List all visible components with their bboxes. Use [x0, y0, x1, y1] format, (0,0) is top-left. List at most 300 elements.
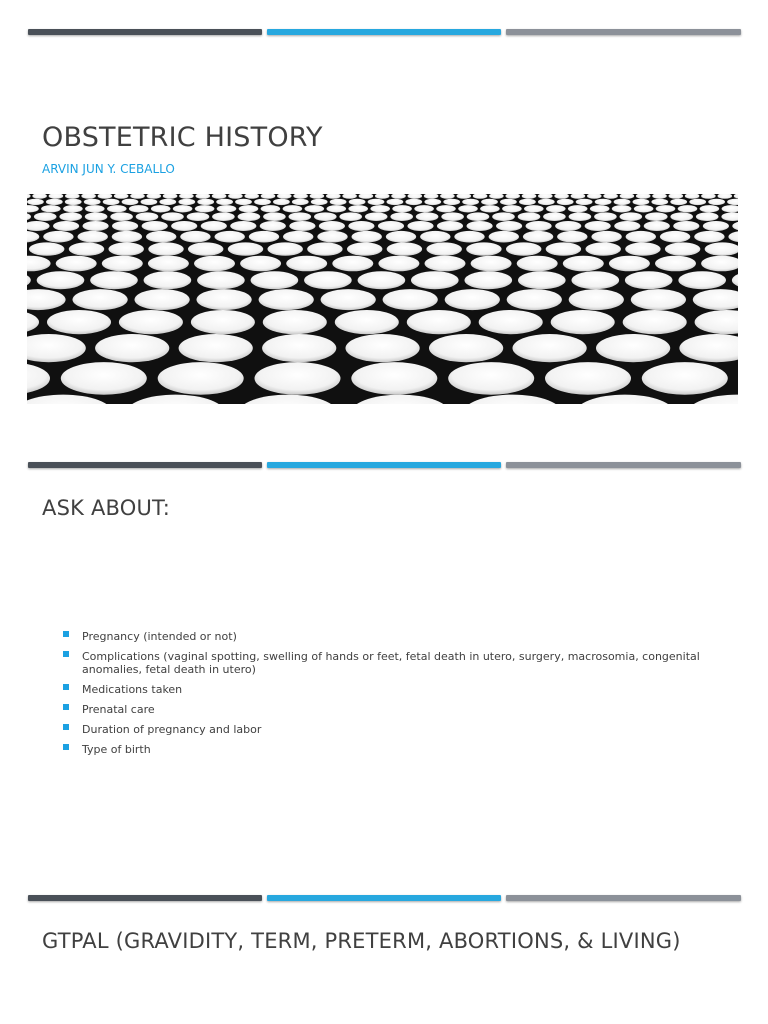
disc-shape — [228, 242, 263, 255]
disc-shape — [53, 221, 79, 231]
disc-shape — [27, 221, 50, 231]
disc-shape — [268, 242, 303, 255]
disc-shape — [652, 194, 667, 199]
disc-shape — [424, 199, 441, 205]
disc-shape — [644, 221, 670, 231]
disc-shape — [633, 199, 650, 205]
disc-shape — [46, 199, 63, 205]
list-item — [62, 743, 722, 756]
disc-shape — [352, 231, 382, 243]
disc-shape — [694, 231, 724, 243]
disc-shape — [466, 242, 501, 255]
disc-shape — [555, 221, 581, 231]
disc-shape — [387, 199, 404, 205]
disc-shape — [642, 362, 728, 395]
disc-shape — [239, 205, 259, 212]
disc-shape — [212, 194, 227, 199]
disc-shape — [620, 194, 635, 199]
disc-shape — [557, 231, 587, 243]
disc-shape — [467, 221, 493, 231]
disc-shape — [569, 212, 592, 221]
disc-shape — [188, 242, 223, 255]
disc-shape — [420, 231, 450, 243]
disc-shape — [335, 310, 399, 334]
disc-shape — [655, 256, 696, 272]
disc-shape — [378, 256, 419, 272]
disc-shape — [314, 212, 337, 221]
disc-shape — [217, 205, 237, 212]
accent-bar-blue — [267, 462, 501, 468]
accent-bars-3 — [28, 895, 741, 902]
disc-shape — [263, 212, 286, 221]
disc-shape — [321, 289, 376, 310]
disc-shape — [721, 212, 738, 221]
disc-shape — [614, 221, 640, 231]
disc-shape — [85, 212, 108, 221]
disc-shape — [359, 194, 374, 199]
disc-shape — [445, 289, 500, 310]
disc-shape — [179, 194, 194, 199]
disc-shape — [277, 194, 292, 199]
disc-shape — [109, 242, 144, 255]
disc-shape — [625, 271, 673, 289]
disc-shape — [73, 289, 128, 310]
disc-shape — [669, 194, 684, 199]
disc-shape — [212, 212, 235, 221]
disc-shape — [112, 221, 138, 231]
disc-shape — [391, 194, 406, 199]
disc-shape — [240, 256, 281, 272]
accent-bar-gray — [506, 462, 741, 468]
disc-shape — [563, 256, 604, 272]
disc-shape — [660, 231, 690, 243]
disc-shape — [678, 205, 698, 212]
disc-shape — [273, 199, 290, 205]
disc-shape — [332, 256, 373, 272]
disc-shape — [636, 194, 651, 199]
disc-shape — [263, 310, 327, 334]
disc-shape — [554, 194, 569, 199]
disc-shape — [407, 310, 471, 334]
disc-shape — [339, 212, 362, 221]
disc-shape — [63, 205, 83, 212]
disc-shape — [107, 205, 127, 212]
disc-shape — [158, 362, 244, 395]
disc-shape — [572, 271, 620, 289]
disc-shape — [670, 212, 693, 221]
disc-shape — [81, 194, 96, 199]
disc-shape — [390, 212, 413, 221]
disc-shape — [27, 205, 39, 212]
disc-shape — [102, 256, 143, 272]
disc-shape — [289, 221, 315, 231]
disc-shape — [142, 221, 168, 231]
list-item-text: Type of birth — [82, 743, 151, 756]
list-item — [62, 630, 722, 643]
disc-shape — [545, 362, 631, 395]
disc-shape — [375, 194, 390, 199]
disc-shape — [110, 212, 133, 221]
disc-shape — [392, 205, 412, 212]
disc-shape — [244, 194, 259, 199]
disc-shape — [112, 231, 142, 243]
disc-shape — [286, 256, 327, 272]
disc-shape — [387, 242, 422, 255]
disc-shape — [463, 395, 563, 404]
disc-shape — [27, 362, 50, 395]
disc-shape — [585, 221, 611, 231]
accent-bar-gray — [506, 29, 741, 35]
disc-shape — [448, 362, 534, 395]
disc-shape — [27, 256, 51, 272]
disc-shape — [687, 395, 738, 404]
disc-shape — [407, 221, 433, 231]
disc-shape — [587, 194, 602, 199]
disc-shape — [194, 256, 235, 272]
slide-title-gtpal: GTPAL (GRAVIDITY, TERM, PRETERM, ABORTIONS, & LIVING) — [42, 929, 681, 953]
list-item-text: Medications taken — [82, 683, 183, 696]
disc-shape — [538, 199, 555, 205]
disc-shape — [557, 199, 574, 205]
disc-shape — [69, 242, 104, 255]
disc-shape — [27, 289, 66, 310]
disc-shape — [283, 205, 303, 212]
disc-shape — [517, 256, 558, 272]
disc-shape — [358, 271, 406, 289]
disc-shape — [148, 256, 189, 272]
disc-shape — [591, 231, 621, 243]
disc-shape — [732, 221, 738, 231]
disc-shape — [440, 194, 455, 199]
disc-shape — [238, 395, 338, 404]
disc-shape — [458, 205, 478, 212]
disc-shape — [83, 221, 109, 231]
disc-shape — [696, 212, 719, 221]
bullet-square-icon — [63, 704, 69, 710]
disc-shape — [365, 212, 388, 221]
disc-shape — [526, 221, 552, 231]
disc-shape — [368, 199, 385, 205]
disc-shape — [283, 231, 313, 243]
disc-shape — [201, 221, 227, 231]
disc-shape — [473, 194, 488, 199]
disc-shape — [119, 310, 183, 334]
disc-shape — [32, 194, 47, 199]
disc-shape — [489, 231, 519, 243]
disc-shape — [414, 205, 434, 212]
disc-shape — [215, 231, 245, 243]
disc-shape — [679, 334, 738, 362]
disc-shape — [586, 242, 621, 255]
disc-shape — [603, 194, 618, 199]
disc-shape — [311, 199, 328, 205]
disc-shape — [496, 221, 522, 231]
disc-shape — [467, 212, 490, 221]
disc-shape — [43, 231, 73, 243]
disc-shape — [612, 205, 632, 212]
disc-shape — [151, 205, 171, 212]
disc-shape — [305, 205, 325, 212]
disc-shape — [489, 194, 504, 199]
disc-shape — [685, 194, 700, 199]
disc-shape — [95, 334, 169, 362]
disc-shape — [568, 205, 588, 212]
disc-shape — [708, 199, 725, 205]
disc-shape — [734, 194, 738, 199]
disc-shape — [705, 242, 738, 255]
disc-shape — [180, 231, 210, 243]
disc-shape — [197, 271, 245, 289]
disc-shape — [159, 199, 176, 205]
disc-shape — [262, 334, 336, 362]
disc-shape — [454, 231, 484, 243]
list-item-text: Prenatal care — [82, 703, 155, 716]
list-item-text: Pregnancy (intended or not) — [82, 630, 237, 643]
disc-shape — [27, 231, 39, 243]
accent-bars-2 — [28, 462, 741, 469]
disc-shape — [701, 256, 738, 272]
disc-shape — [718, 194, 733, 199]
disc-shape — [518, 212, 541, 221]
disc-shape — [98, 194, 113, 199]
disc-shape — [289, 212, 312, 221]
disc-shape — [623, 310, 687, 334]
disc-shape — [195, 205, 215, 212]
disc-shape — [665, 242, 700, 255]
disc-shape — [304, 271, 352, 289]
disc-shape — [161, 212, 184, 221]
disc-shape — [327, 205, 347, 212]
disc-shape — [342, 194, 357, 199]
disc-shape — [27, 199, 44, 205]
disc-shape — [27, 271, 31, 289]
disc-shape — [457, 194, 472, 199]
disc-shape — [480, 205, 500, 212]
disc-shape — [37, 271, 85, 289]
accent-bar-gray — [506, 895, 741, 901]
disc-shape — [424, 194, 439, 199]
hero-image-white-discs — [27, 194, 738, 404]
disc-shape — [27, 395, 113, 404]
disc-shape — [437, 221, 463, 231]
disc-shape — [425, 256, 466, 272]
disc-shape — [732, 271, 738, 289]
disc-shape — [479, 310, 543, 334]
disc-shape — [507, 289, 562, 310]
disc-shape — [673, 221, 699, 231]
disc-shape — [187, 212, 210, 221]
list-item — [62, 703, 722, 716]
disc-shape — [443, 199, 460, 205]
disc-shape — [502, 205, 522, 212]
disc-shape — [408, 194, 423, 199]
disc-shape — [27, 194, 31, 199]
disc-shape — [84, 199, 101, 205]
disc-shape — [524, 205, 544, 212]
disc-shape — [255, 362, 341, 395]
disc-shape — [191, 310, 255, 334]
disc-shape — [346, 334, 420, 362]
disc-shape — [41, 205, 61, 212]
disc-shape — [178, 199, 195, 205]
accent-bar-blue — [267, 29, 501, 35]
disc-shape — [348, 205, 368, 212]
disc-shape — [27, 334, 86, 362]
bullet-square-icon — [63, 684, 69, 690]
disc-shape — [471, 256, 512, 272]
accent-bar-blue — [267, 895, 501, 901]
disc-shape — [179, 334, 253, 362]
slide-title-obstetric-history: OBSTETRIC HISTORY — [42, 122, 323, 153]
disc-shape — [722, 205, 738, 212]
disc-shape — [103, 199, 120, 205]
disc-shape — [228, 194, 243, 199]
list-item-text: Duration of pregnancy and labor — [82, 723, 262, 736]
disc-shape — [85, 205, 105, 212]
disc-shape — [634, 205, 654, 212]
disc-shape — [90, 271, 138, 289]
bullet-square-icon — [63, 744, 69, 750]
disc-shape — [551, 310, 615, 334]
disc-shape — [416, 212, 439, 221]
disc-shape — [645, 212, 668, 221]
disc-shape — [505, 194, 520, 199]
disc-shape — [522, 194, 537, 199]
disc-shape — [34, 212, 57, 221]
disc-shape — [216, 199, 233, 205]
disc-shape — [506, 242, 541, 255]
disc-shape — [625, 242, 660, 255]
accent-bar-dark — [28, 895, 262, 901]
disc-shape — [523, 231, 553, 243]
disc-shape — [141, 199, 158, 205]
disc-shape — [230, 221, 256, 231]
accent-bar-dark — [28, 29, 262, 35]
disc-shape — [405, 199, 422, 205]
disc-shape — [251, 271, 299, 289]
disc-shape — [576, 199, 593, 205]
disc-shape — [651, 199, 668, 205]
disc-shape — [78, 231, 108, 243]
disc-shape — [171, 221, 197, 231]
disc-shape — [546, 205, 566, 212]
disc-shape — [173, 205, 193, 212]
disc-shape — [130, 194, 145, 199]
accent-bars-1 — [28, 29, 741, 36]
disc-shape — [462, 199, 479, 205]
disc-shape — [59, 212, 82, 221]
disc-shape — [261, 194, 276, 199]
disc-shape — [147, 194, 162, 199]
disc-shape — [370, 205, 390, 212]
accent-bar-dark — [28, 462, 262, 468]
disc-shape — [148, 242, 183, 255]
disc-shape — [609, 256, 650, 272]
disc-shape — [546, 242, 581, 255]
disc-shape — [260, 221, 286, 231]
disc-shape — [378, 221, 404, 231]
disc-shape — [350, 395, 450, 404]
presenter-name: ARVIN JUN Y. CEBALLO — [42, 162, 175, 176]
disc-shape — [656, 205, 676, 212]
bullet-square-icon — [63, 631, 69, 637]
disc-shape — [538, 194, 553, 199]
disc-shape — [596, 334, 670, 362]
disc-shape — [703, 221, 729, 231]
list-item — [62, 683, 722, 696]
disc-shape — [689, 199, 706, 205]
bullet-square-icon — [63, 724, 69, 730]
disc-shape — [626, 231, 656, 243]
disc-shape — [122, 199, 139, 205]
disc-shape — [319, 221, 345, 231]
disc-shape — [136, 212, 159, 221]
disc-shape — [197, 289, 252, 310]
disc-shape — [518, 271, 566, 289]
list-item — [62, 650, 722, 676]
disc-shape — [695, 310, 738, 334]
disc-shape — [436, 205, 456, 212]
disc-shape — [238, 212, 261, 221]
disc-shape — [254, 199, 271, 205]
disc-shape — [65, 199, 82, 205]
disc-shape — [700, 205, 720, 212]
disc-shape — [293, 194, 308, 199]
disc-shape — [481, 199, 498, 205]
disc-shape — [197, 199, 214, 205]
disc-shape — [620, 212, 643, 221]
disc-shape — [427, 242, 462, 255]
disc-shape — [330, 199, 347, 205]
disc-shape — [135, 289, 190, 310]
disc-shape — [500, 199, 517, 205]
disc-shape — [631, 289, 686, 310]
disc-shape — [614, 199, 631, 205]
disc-shape — [701, 194, 716, 199]
disc-shape — [259, 289, 314, 310]
disc-shape — [29, 242, 64, 255]
disc-shape — [235, 199, 252, 205]
disc-shape — [163, 194, 178, 199]
disc-shape — [383, 289, 438, 310]
disc-shape — [465, 271, 513, 289]
disc-shape — [146, 231, 176, 243]
disc-shape — [144, 271, 192, 289]
slide-title-ask-about: ASK ABOUT: — [42, 496, 171, 520]
disc-shape — [249, 231, 279, 243]
list-item — [62, 723, 722, 736]
disc-shape — [349, 199, 366, 205]
disc-shape — [543, 212, 566, 221]
disc-shape — [61, 362, 147, 395]
disc-shape — [727, 199, 738, 205]
disc-shape — [693, 289, 738, 310]
disc-shape — [27, 310, 39, 334]
disc-shape — [65, 194, 80, 199]
disc-shape — [347, 242, 382, 255]
disc-shape — [492, 212, 515, 221]
disc-shape — [411, 271, 459, 289]
disc-shape — [129, 205, 149, 212]
disc-shape — [292, 199, 309, 205]
disc-shape — [728, 231, 738, 243]
disc-shape — [670, 199, 687, 205]
disc-shape — [429, 334, 503, 362]
disc-shape — [114, 194, 129, 199]
disc-shape — [56, 256, 97, 272]
disc-shape — [47, 310, 111, 334]
disc-shape — [595, 199, 612, 205]
